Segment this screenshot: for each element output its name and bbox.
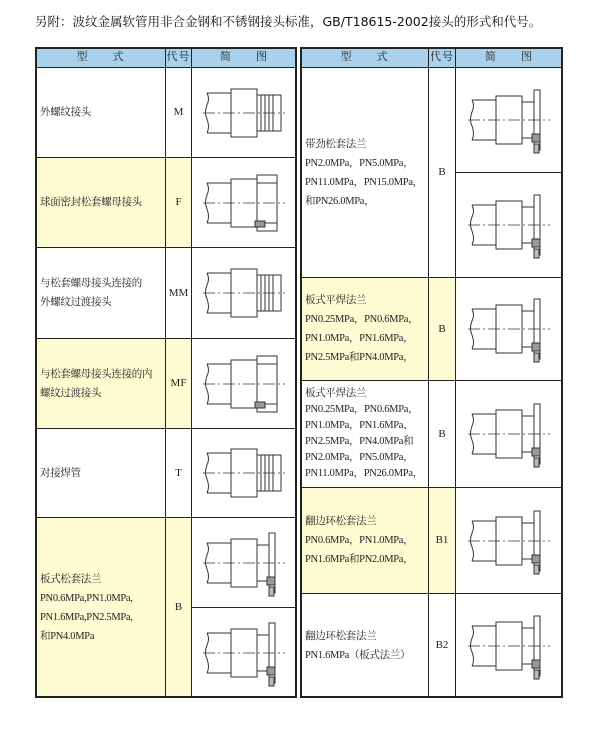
cell-text: B [174,601,183,613]
fitting-drawing-icon [466,507,552,575]
type-description [40,193,142,212]
code-cell [428,487,456,594]
fitting-drawing-icon [201,169,287,237]
cell-text: 型 式 [340,51,389,63]
cell-text: PN11.0MPa，PN15.0MPa， [305,176,423,188]
cell-text: B1 [435,534,449,546]
cell-text: PN2.0MPa，PN5.0MPa， [305,452,414,463]
diagram-cell [455,172,563,278]
fitting-drawing-icon [466,295,552,363]
code-cell [165,157,192,248]
fitting-drawing-icon [201,619,287,687]
cell-text: 代号 [166,51,191,63]
cell-text: PN11.0MPa，PN26.0MPa， [305,468,423,479]
fitting-drawing-icon [201,529,287,597]
cell-text: PN0.6MPa,PN1.0MPa, [40,592,133,604]
cell-text: PN0.25MPa，PN0.6MPa， [305,314,419,325]
code-cell [165,247,192,339]
diagram-cell [191,67,297,158]
cell-text: M [173,106,184,118]
fitting-drawing-icon [466,191,552,259]
type-description [40,274,142,312]
fitting-drawing-icon [466,400,552,468]
cell-text: 与松套螺母接头连接的内 [40,368,153,380]
header-code [428,47,456,68]
cell-text: 简 图 [220,51,268,63]
type-description [40,464,81,483]
header-type [300,47,429,68]
type-cell [35,428,166,518]
diagram-cell [191,247,297,339]
header-diagram [455,47,563,68]
cell-text: B [438,427,446,440]
cell-text: MM [168,286,189,299]
code-cell [428,277,456,381]
type-description [40,103,91,122]
type-cell [35,157,166,248]
cell-text: 球面密封松套螺母接头 [40,197,142,208]
type-cell [300,380,429,488]
cell-text: 和PN4.0MPa [40,630,95,642]
cell-text: B [438,166,446,178]
type-description [305,512,413,569]
code-cell [165,338,192,429]
diagram-cell [455,593,563,698]
header-diagram [191,47,297,68]
cell-text: 板式平焊法兰 [305,388,367,399]
diagram-cell [455,277,563,381]
code-cell [165,517,192,698]
type-description [305,386,423,482]
type-description [305,627,410,665]
type-description [40,570,133,646]
cell-text: 型 式 [76,51,125,63]
cell-text: PN2.5MPa和PN4.0MPa， [305,352,414,363]
cell-text: PN0.6MPa，PN1.0MPa， [305,535,414,546]
cell-text: PN1.6MPa,PN2.5MPa, [40,611,133,623]
cell-text: F [175,196,182,208]
fitting-drawing-icon [201,79,287,147]
cell-text: 板式松套法兰 [40,573,102,585]
fitting-drawing-icon [466,612,552,680]
type-cell [35,247,166,339]
type-cell [300,67,429,278]
code-cell [165,428,192,518]
diagram-cell [191,517,297,608]
code-cell [428,593,456,698]
diagram-cell [191,338,297,429]
page-title: 另附：波纹金属软管用非合金钢和不锈钢接头标准，GB/T18615-2002接头的形式和代号。 [35,14,542,29]
cell-text: 简 图 [485,51,533,63]
cell-text: 代号 [430,51,454,63]
type-description [40,365,152,403]
cell-text: 外螺纹过渡接头 [40,297,112,308]
cell-text: B [438,322,446,335]
cell-text: 翻边环松套法兰 [305,516,377,527]
cell-text: 螺纹过渡接头 [40,387,102,399]
fitting-drawing-icon [201,259,287,327]
code-cell [428,380,456,488]
type-description [305,291,418,367]
cell-text: PN2.5MPa，PN4.0MPa和 [305,436,414,447]
cell-text: PN2.0MPa，PN5.0MPa， [305,157,414,169]
header-type [35,47,166,68]
diagram-cell [455,67,563,173]
cell-text: 外螺纹接头 [40,107,91,118]
cell-text: B2 [435,639,449,651]
cell-text: PN1.6MPa（板式法兰） [305,649,411,661]
cell-text: 与松套螺母接头连接的 [40,278,142,289]
cell-text: MF [170,377,187,389]
cell-text: PN0.25MPa，PN0.6MPa， [305,404,419,415]
cell-text: PN1.0MPa，PN1.6MPa、 [305,420,414,431]
fitting-drawing-icon [201,439,287,507]
type-cell [300,487,429,594]
type-cell [35,517,166,698]
diagram-cell [191,428,297,518]
type-cell [300,277,429,381]
code-cell [165,67,192,158]
diagram-cell [191,157,297,248]
cell-text: 板式平焊法兰 [305,295,367,306]
diagram-cell [191,607,297,698]
type-cell [300,593,429,698]
cell-text: 带劲松套法兰 [305,138,367,150]
type-description [305,135,423,211]
cell-text: PN1.0MPa，PN1.6MPa， [305,333,414,344]
cell-text: T [175,466,182,479]
cell-text: 对接焊管 [40,467,81,479]
code-cell [428,67,456,278]
type-cell [35,338,166,429]
cell-text: 翻边环松套法兰 [305,630,377,642]
type-cell [35,67,166,158]
fitting-drawing-icon [466,86,552,154]
diagram-cell [455,487,563,594]
fitting-drawing-icon [201,350,287,418]
cell-text: PN1.6MPa和PN2.0MPa， [305,554,414,565]
diagram-cell [455,380,563,488]
header-code [165,47,192,68]
cell-text: 和PN26.0MPa， [305,195,375,207]
